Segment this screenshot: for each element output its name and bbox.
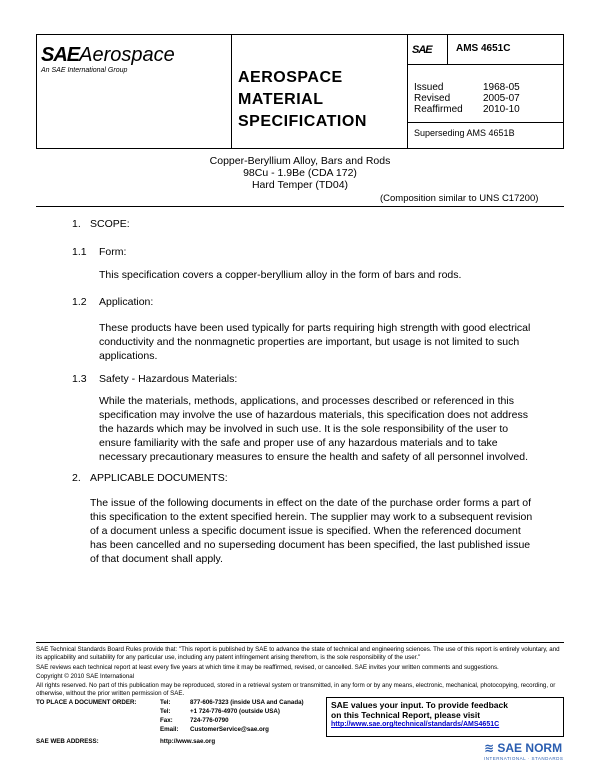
web-label: SAE WEB ADDRESS: xyxy=(36,738,99,745)
tel-label: Tel: xyxy=(160,699,171,706)
feedback-line1: SAE values your input. To provide feedback xyxy=(331,700,508,710)
issued-value: 1968-05 xyxy=(483,82,520,93)
footer-rights: All rights reserved. No part of this publication may be reproduced, stored in a retrieval system or transmitted, in any form or by any means, electronic, mechanical, photocopying, recording, or otherwise, without the prior written permission of SAE. xyxy=(36,682,556,697)
header-rule-bottom xyxy=(407,122,564,123)
reaffirmed-value: 2010-10 xyxy=(483,104,520,115)
composition-note: (Composition similar to UNS C17200) xyxy=(380,193,539,204)
tel-value: 877-606-7323 (inside USA and Canada) xyxy=(190,699,304,706)
doc-title-line1: Copper-Beryllium Alloy, Bars and Rods xyxy=(209,155,391,167)
feedback-link[interactable]: http://www.sae.org/technical/standards/AMS4651C xyxy=(331,721,500,728)
section-1-3-number: 1.3 xyxy=(72,373,87,385)
section-1-title: SCOPE: xyxy=(90,218,130,230)
section-2-number: 2. xyxy=(72,472,81,484)
revised-value: 2005-07 xyxy=(483,93,520,104)
header-rule-top xyxy=(407,64,564,65)
fax-label: Fax: xyxy=(160,717,173,724)
sae-aerospace-logo: SAEAerospace xyxy=(41,44,175,66)
section-1-number: 1. xyxy=(72,218,81,230)
feedback-line2: on this Technical Report, please visit xyxy=(331,710,481,720)
header-divider-right xyxy=(407,34,408,149)
section-1-1-number: 1.1 xyxy=(72,246,87,258)
spec-type-title: AEROSPACE MATERIAL SPECIFICATION xyxy=(238,69,367,130)
footer-board-rules: SAE Technical Standards Board Rules provide that: "This report is published by SAE to advance the state of technical and engineering sciences. The use of this report is entirely voluntary, and its applicability and suitability for any particular use, including any patent infringement arising therefrom, is the sole responsibility of the user." xyxy=(36,646,560,661)
footer-copyright: Copyright © 2010 SAE International xyxy=(36,673,135,680)
section-1-1-text: This specification covers a copper-beryllium alloy in the form of bars and rods. xyxy=(99,269,462,281)
sae-mark: SAE xyxy=(412,44,432,56)
issued-label: Issued xyxy=(414,82,444,93)
section-1-1-title: Form: xyxy=(99,246,127,258)
email-label: Email: xyxy=(160,726,179,733)
footer-review-note: SAE reviews each technical report at least every five years at which time it may be reaffirmed, revised, or cancelled. SAE invites your written comments and suggestions. xyxy=(36,664,499,671)
feedback-box xyxy=(326,697,564,737)
logo-subtitle: An SAE International Group xyxy=(41,67,128,74)
section-2-title: APPLICABLE DOCUMENTS: xyxy=(90,472,228,484)
doc-title-line3: Hard Temper (TD04) xyxy=(251,179,349,191)
sae-norm-watermark-sub: INTERNATIONAL · STANDARDS xyxy=(484,756,564,761)
section-1-3-text: While the materials, methods, applications, and processes described or referenced in this specification may involve the use of hazardous materials, this specification does not address the hazards which may be involved in such use. It is the sole responsibility of the user to ensure familiarity with the safe and proper use of any hazardous materials and to take necessary precautionary measures to ensure the health and safety of all personnel involved. xyxy=(99,395,529,463)
header-divider-left xyxy=(231,34,232,149)
web-value[interactable]: http://www.sae.org xyxy=(160,738,216,745)
tel2-label: Tel: xyxy=(160,708,171,715)
tel2-value: +1 724-776-4970 (outside USA) xyxy=(190,708,280,715)
sae-norm-watermark: ≋ SAE NORM xyxy=(484,741,563,755)
revised-label: Revised xyxy=(414,93,451,104)
section-1-3-title: Safety - Hazardous Materials: xyxy=(99,373,238,385)
section-1-2-number: 1.2 xyxy=(72,296,87,308)
section-1-2-text: These products have been used typically for parts requiring high strength with good electrical conductivity and the nonmagnetic properties are important, but usage is not limited to such applications. xyxy=(99,322,531,362)
order-label: TO PLACE A DOCUMENT ORDER: xyxy=(36,699,137,706)
section-1-2-title: Application: xyxy=(99,296,154,308)
document-number: AMS 4651C xyxy=(456,43,511,54)
title-rule xyxy=(36,206,564,207)
section-2-text: The issue of the following documents in effect on the date of the purchase order forms a part of this specification to the extent specified herein. The supplier may work to a subsequent revision of a document unless a specific document issue is specified. When the referenced document has been cancelled and no superseding document has been specified, the last published issue of that document shall apply. xyxy=(90,497,533,565)
header-divider-mark xyxy=(447,34,448,64)
fax-value: 724-776-0790 xyxy=(190,717,229,724)
superseding-note: Superseding AMS 4651B xyxy=(414,128,515,138)
reaffirmed-label: Reaffirmed xyxy=(414,104,463,115)
footer-rule xyxy=(36,642,564,643)
sae-norm-icon: ≋ xyxy=(484,741,498,755)
email-value[interactable]: CustomerService@sae.org xyxy=(190,726,269,733)
doc-title-line2: 98Cu - 1.9Be (CDA 172) xyxy=(243,167,357,179)
